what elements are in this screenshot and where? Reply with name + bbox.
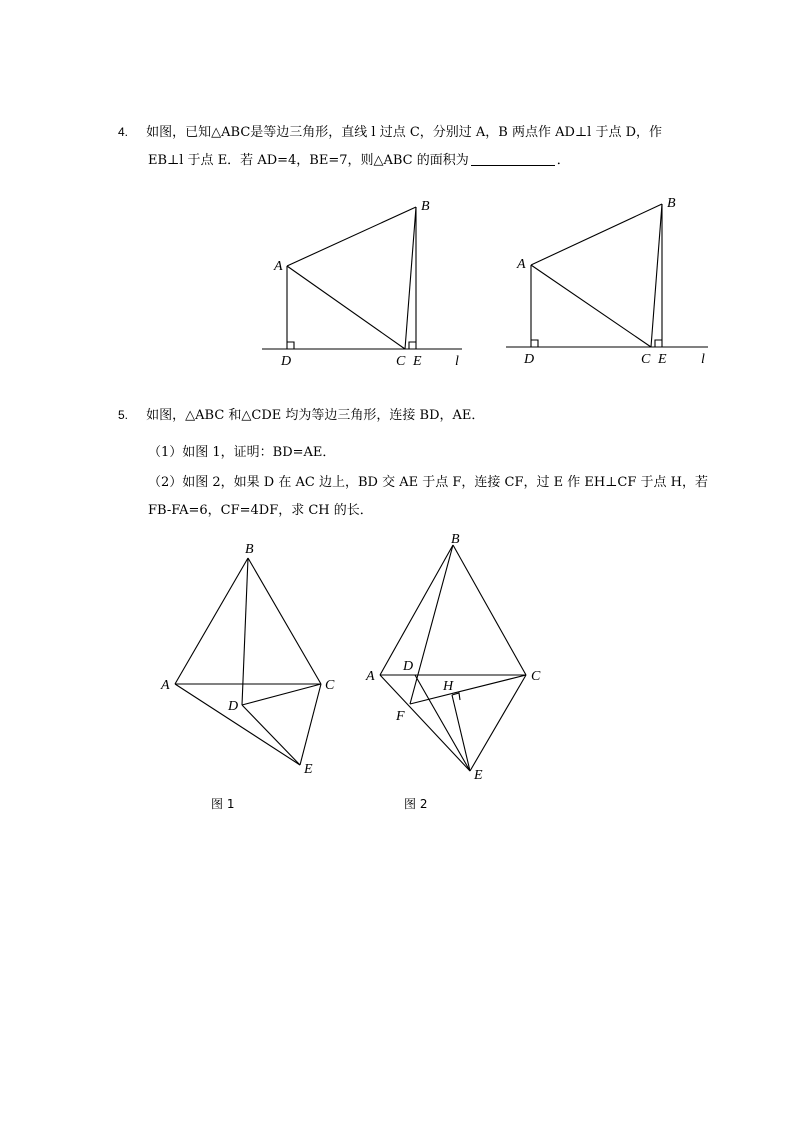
- segment-BC: [405, 207, 416, 349]
- problem-4-text-2-end: ．: [556, 153, 570, 168]
- label-D: D: [281, 354, 292, 369]
- problem-4-text-1: 如图，已知△ABC是等边三角形，直线 l 过点 C，分别过 A，B 两点作 AD⊥l 于点 D，作: [146, 125, 663, 140]
- label-H: H: [443, 679, 454, 694]
- segment-AC: [531, 265, 651, 347]
- label-D: D: [403, 659, 414, 674]
- label-B: B: [245, 542, 254, 557]
- problem-5-part-1: （1）如图 1，证明：BD=AE．: [148, 445, 336, 460]
- segment-BC: [651, 204, 662, 347]
- label-F: F: [396, 709, 405, 724]
- label-D: D: [524, 352, 535, 367]
- figure-5-1: [160, 542, 335, 811]
- segment-AB: [531, 204, 662, 265]
- label-C: C: [531, 669, 541, 684]
- caption-figure-1: 图 1: [211, 797, 235, 811]
- segment-DE: [242, 705, 300, 765]
- segment-BD: [242, 558, 248, 705]
- segment-AC: [287, 266, 405, 349]
- label-A: A: [161, 678, 170, 693]
- label-A: A: [366, 669, 375, 684]
- segment-AE: [380, 675, 470, 771]
- label-C: C: [325, 678, 335, 693]
- label-B: B: [451, 532, 460, 547]
- right-angle-mark-E: [409, 342, 416, 349]
- segment-AB: [175, 558, 248, 684]
- segment-AB: [287, 207, 416, 266]
- right-angle-mark-D: [531, 340, 538, 347]
- segment-CD: [242, 684, 321, 705]
- label-C: C: [641, 352, 651, 367]
- segment-CF: [410, 675, 526, 704]
- segment-BC: [453, 545, 526, 675]
- label-E: E: [474, 768, 483, 783]
- right-angle-mark-E: [655, 340, 662, 347]
- problem-5-number: 5.: [118, 408, 129, 422]
- label-E: E: [658, 352, 667, 367]
- segment-AB: [380, 545, 453, 675]
- figure-5-2: [365, 532, 541, 811]
- right-angle-mark-D: [287, 342, 294, 349]
- label-B: B: [667, 196, 676, 211]
- label-A: A: [517, 257, 526, 272]
- label-A: A: [274, 259, 283, 274]
- caption-figure-2: 图 2: [404, 797, 428, 811]
- problem-5-part-2-line-2: FB-FA=6，CF=4DF，求 CH 的长．: [148, 503, 373, 518]
- label-E: E: [413, 354, 422, 369]
- label-B: B: [421, 199, 430, 214]
- problem-4-number: 4.: [118, 125, 129, 139]
- segment-AE: [175, 684, 300, 765]
- problem-5-part-2-line-1: （2）如图 2，如果 D 在 AC 边上，BD 交 AE 于点 F，连接 CF，过 E 作 EH⊥CF 于点 H，若: [148, 475, 708, 490]
- figure-4-right: [506, 196, 708, 367]
- problem-4-text-2: EB⊥l 于点 E．若 AD=4，BE=7，则△ABC 的面积为: [148, 153, 469, 168]
- segment-CE: [300, 684, 321, 765]
- segment-CE: [470, 675, 526, 771]
- segment-BC: [248, 558, 321, 684]
- problem-5-text-1: 如图，△ABC 和△CDE 均为等边三角形，连接 BD，AE．: [146, 408, 485, 423]
- figure-4-left: [262, 199, 462, 369]
- label-E: E: [304, 762, 313, 777]
- segment-EH: [452, 695, 470, 771]
- label-C: C: [396, 354, 406, 369]
- label-l: l: [701, 352, 705, 367]
- label-l: l: [455, 354, 459, 369]
- label-D: D: [228, 699, 239, 714]
